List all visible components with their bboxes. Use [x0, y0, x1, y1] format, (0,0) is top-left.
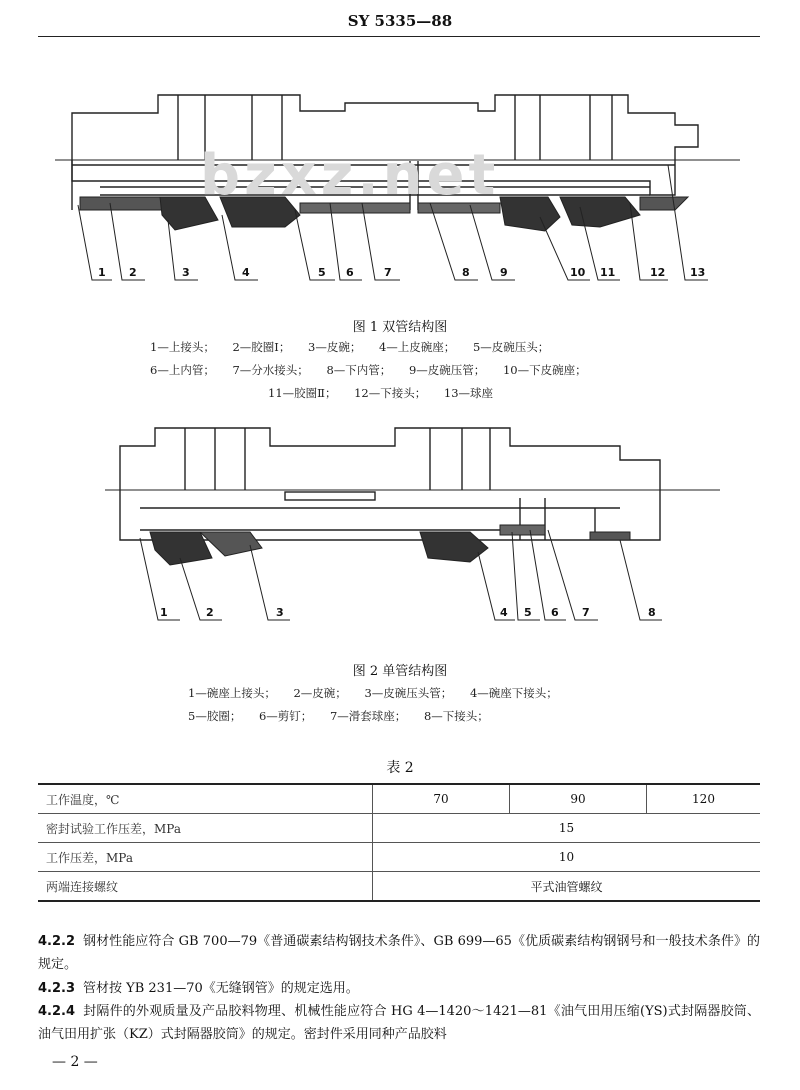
table-cell: 90	[510, 784, 647, 814]
legend-item: 6—剪钉；	[258, 709, 313, 723]
legend-item: 11—胶圈Ⅱ；	[268, 386, 337, 400]
clause-number: 4.2.3	[38, 981, 76, 996]
figure-2-legend-line-2	[188, 708, 503, 724]
fig2-label-1: 1	[160, 606, 168, 619]
fig1-label-5: 5	[318, 266, 326, 279]
legend-item: 4—碗座下接头；	[469, 686, 558, 700]
paragraph-4-2-2	[38, 930, 760, 976]
paragraph-4-2-4	[38, 1000, 760, 1046]
clause-text: 封隔件的外观质量及产品胶料物理、机械性能应符合 HG 4—1420～1421—81《油气田用压缩(YS)式封隔器胶筒、油气田用扩张（KZ）式封隔器胶筒》的规定。密封件采用同种产品胶料	[38, 1004, 760, 1042]
legend-item: 2—胶圈Ⅰ；	[232, 340, 291, 354]
clause-number: 4.2.2	[38, 934, 76, 949]
legend-item: 8—下内管；	[326, 363, 392, 377]
legend-item: 4—上皮碗座；	[378, 340, 456, 354]
table-cell: 10	[373, 843, 761, 872]
legend-item: 6—上内管；	[150, 363, 215, 377]
table-row	[38, 784, 760, 814]
table-row	[38, 843, 760, 872]
figure-1-legend-line-1	[150, 339, 563, 355]
legend-item: 1—碗座上接头；	[188, 686, 276, 700]
table-cell: 120	[647, 784, 761, 814]
fig2-label-4: 4	[500, 606, 508, 619]
watermark: bzxz.net	[200, 143, 500, 208]
fig2-label-6: 6	[551, 606, 559, 619]
fig1-label-7: 7	[384, 266, 392, 279]
fig1-label-6: 6	[346, 266, 354, 279]
fig2-label-2: 2	[206, 606, 214, 619]
fig1-label-3: 3	[182, 266, 190, 279]
fig2-label-8: 8	[648, 606, 656, 619]
fig1-label-13: 13	[690, 266, 706, 279]
legend-item: 9—皮碗压管；	[408, 363, 486, 377]
legend-item: 12—下接头；	[354, 386, 427, 400]
figure-1-caption: 图 1 双管结构图	[352, 320, 448, 335]
fig1-label-10: 10	[570, 266, 586, 279]
fig1-label-1: 1	[98, 266, 106, 279]
fig1-label-2: 2	[129, 266, 137, 279]
figure-2-caption: 图 2 单管结构图	[352, 664, 448, 679]
page-number: — 2 —	[52, 1054, 98, 1070]
fig2-label-7: 7	[582, 606, 590, 619]
paragraph-4-2-3	[38, 977, 760, 1000]
legend-item: 3—皮碗；	[308, 340, 362, 354]
fig2-label-3: 3	[276, 606, 284, 619]
table-cell: 70	[373, 784, 510, 814]
header-rule	[38, 36, 760, 37]
legend-item: 7—滑套球座；	[329, 709, 407, 723]
legend-item: 5—皮碗压头；	[472, 340, 550, 354]
table-cell: 两端连接螺纹	[38, 872, 373, 902]
table-cell: 平式油管螺纹	[373, 872, 761, 902]
fig1-label-11: 11	[600, 266, 616, 279]
clause-text: 钢材性能应符合 GB 700—79《普通碳素结构钢技术条件》、GB 699—65《优质碳素结构钢钢号和一般技术条件》的规定。	[38, 934, 760, 972]
legend-item: 3—皮碗压头管；	[364, 686, 453, 700]
table-cell: 工作压差，MPa	[38, 843, 373, 872]
table-cell: 密封试验工作压差，MPa	[38, 814, 373, 843]
figure-1-legend-line-3	[268, 385, 507, 401]
figure-2-drawing	[0, 420, 800, 635]
clause-text: 管材按 YB 231—70《无缝钢管》的规定选用。	[83, 981, 359, 996]
legend-item: 5—胶圈；	[188, 709, 242, 723]
fig1-label-4: 4	[242, 266, 250, 279]
figure-1-legend-line-2	[150, 362, 601, 378]
legend-item: 7—分水接头；	[232, 363, 309, 377]
table-cell: 工作温度，℃	[38, 784, 373, 814]
fig2-label-5: 5	[524, 606, 532, 619]
legend-item: 8—下接头；	[423, 709, 489, 723]
fig1-label-12: 12	[650, 266, 666, 279]
table-row	[38, 872, 760, 902]
clause-number: 4.2.4	[38, 1004, 76, 1019]
figure-2-legend-line-1	[188, 685, 572, 701]
legend-item: 1—上接头；	[150, 340, 215, 354]
fig1-label-9: 9	[500, 266, 508, 279]
table-row	[38, 814, 760, 843]
fig1-label-8: 8	[462, 266, 470, 279]
table-cell: 15	[373, 814, 761, 843]
standard-code: SY 5335—88	[347, 12, 453, 30]
table-2	[38, 783, 760, 902]
legend-item: 10—下皮碗座；	[502, 363, 587, 377]
legend-item: 2—皮碗；	[293, 686, 347, 700]
table-2-title: 表 2	[386, 760, 414, 776]
legend-item: 13—球座	[443, 386, 494, 400]
